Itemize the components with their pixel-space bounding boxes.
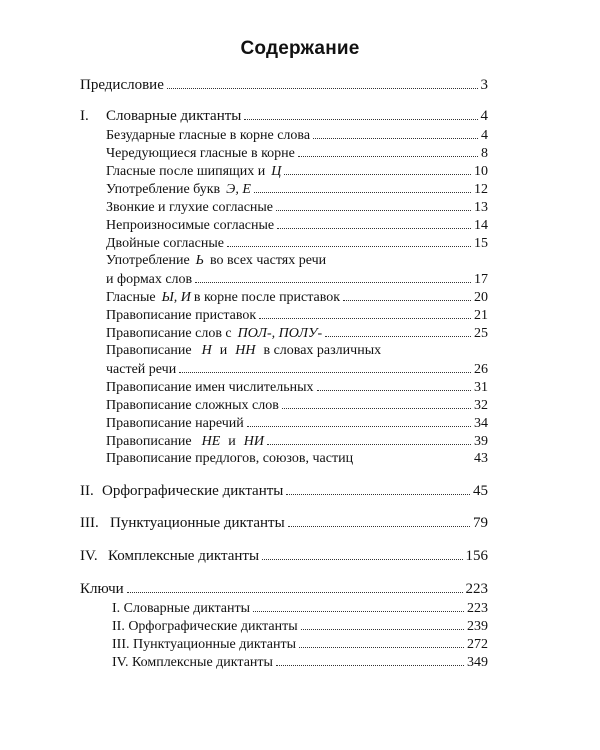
toc-keys[interactable]: [80, 580, 488, 598]
toc-entry[interactable]: [106, 378, 488, 396]
toc-entry[interactable]: [106, 198, 488, 216]
label-text: Употребление: [106, 253, 190, 268]
dot-leader: [127, 580, 463, 593]
label-text: в словах различных: [263, 343, 382, 358]
entry-label: частей речи: [106, 362, 177, 377]
entry-label: II. Орфографические диктанты: [112, 619, 298, 634]
dot-leader: [195, 270, 471, 283]
toc-section-2[interactable]: [80, 482, 488, 500]
entry-label: Правописание имен числительных: [106, 380, 314, 395]
dot-leader: [284, 162, 471, 175]
toc-entry-line1: [106, 342, 488, 359]
label-text: Правописание: [106, 343, 192, 358]
toc-keys-entry[interactable]: [112, 617, 488, 635]
label-text: Употребление букв: [106, 182, 221, 197]
toc-section-1[interactable]: [80, 107, 488, 125]
toc-entry-line1: [106, 252, 488, 269]
label-text: Гласные после шипящих и: [106, 164, 266, 179]
toc-entry[interactable]: [106, 288, 488, 306]
dot-leader: [282, 396, 471, 409]
entry-label: [106, 433, 264, 450]
section-number: III.: [80, 515, 99, 531]
entry-label: и формах слов: [106, 272, 193, 287]
label-italic: НИ: [243, 434, 265, 449]
entry-page: 31: [474, 380, 488, 395]
entry-label: Правописание наречий: [106, 416, 244, 431]
dot-leader: [244, 107, 477, 120]
dot-leader: [343, 288, 471, 301]
dot-leader: [262, 547, 462, 560]
dot-leader: [317, 378, 471, 391]
entry-page: 272: [467, 637, 488, 652]
entry-page: 21: [474, 308, 488, 323]
label-text: Правописание слов с: [106, 326, 232, 341]
dot-leader: [313, 126, 478, 139]
section-number: IV.: [80, 548, 98, 564]
dot-leader: [325, 324, 471, 337]
entry-page: 25: [474, 326, 488, 341]
toc-entry[interactable]: [106, 162, 488, 180]
toc-section-3[interactable]: [80, 514, 488, 532]
entry-label: [106, 181, 251, 198]
toc-entry[interactable]: [106, 306, 488, 324]
dot-leader: [227, 234, 471, 247]
toc-entry[interactable]: [106, 234, 488, 252]
entry-page: 4: [481, 128, 488, 143]
toc-entry[interactable]: [106, 126, 488, 144]
entry-page: 4: [480, 108, 488, 124]
dot-leader: [276, 198, 471, 211]
entry-page: 223: [465, 581, 488, 597]
dot-leader: [301, 617, 464, 630]
dot-leader: [288, 514, 470, 527]
dot-leader: [298, 144, 478, 157]
dot-leader: [254, 180, 471, 193]
entry-page: 39: [474, 434, 488, 449]
label-text: и: [219, 343, 228, 358]
toc-entry[interactable]: [106, 432, 488, 450]
label-text: и: [228, 434, 236, 449]
entry-label: Предисловие: [80, 77, 164, 93]
entry-label: Правописание предлогов, союзов, частиц: [106, 451, 354, 466]
entry-page: 223: [467, 601, 488, 616]
label-text: Правописание: [106, 434, 192, 449]
entry-label: Словарные диктанты: [106, 108, 242, 124]
entry-page: 3: [480, 77, 488, 93]
toc-entry[interactable]: [106, 270, 488, 288]
label-text: во всех частях речи: [209, 253, 327, 268]
entry-label: Двойные согласные: [106, 236, 224, 251]
toc-entry[interactable]: [106, 180, 488, 198]
entry-label: III. Пунктуационные диктанты: [112, 637, 297, 652]
entry-label: Ключи: [80, 581, 124, 597]
toc-entry[interactable]: [106, 414, 488, 432]
dot-leader: [259, 306, 471, 319]
entry-label: [106, 325, 322, 342]
dot-leader: [167, 76, 478, 89]
toc-keys-entry[interactable]: [112, 599, 488, 617]
dot-leader: [277, 216, 471, 229]
entry-label: Чередующиеся гласные в корне: [106, 146, 295, 161]
entry-page: 34: [474, 416, 488, 431]
label-italic: Э, Е: [226, 182, 251, 197]
entry-label: Правописание сложных слов: [106, 398, 279, 413]
entry-page: 26: [474, 362, 488, 377]
label-italic: Ц: [271, 164, 282, 179]
dot-leader: [247, 414, 471, 427]
toc-entry[interactable]: [106, 360, 488, 378]
toc-entry[interactable]: [106, 216, 488, 234]
entry-page: 43: [474, 451, 488, 466]
entry-label: I. Словарные диктанты: [112, 601, 250, 616]
entry-label: Правописание приставок: [106, 308, 257, 323]
entry-page: 12: [474, 182, 488, 197]
entry-page: 13: [474, 200, 488, 215]
entry-label: [106, 342, 381, 359]
entry-label: [106, 163, 281, 180]
label-italic: НЕ: [201, 434, 221, 449]
entry-page: 79: [473, 515, 488, 531]
label-italic: ПОЛ-, ПОЛУ-: [237, 326, 323, 341]
dot-leader: [286, 482, 470, 495]
entry-page: 239: [467, 619, 488, 634]
dot-leader: [299, 635, 464, 648]
entry-label: Пунктуационные диктанты: [110, 515, 285, 531]
entry-label: Звонкие и глухие согласные: [106, 200, 274, 215]
entry-page: 17: [474, 272, 488, 287]
entry-label: Безударные гласные в корне слова: [106, 128, 311, 143]
entry-label: Непроизносимые согласные: [106, 218, 275, 233]
label-italic: Н: [201, 343, 212, 358]
toc-keys-entry[interactable]: [112, 635, 488, 653]
dot-leader: [253, 599, 464, 612]
toc-entry[interactable]: [106, 144, 488, 162]
entry-page: 10: [474, 164, 488, 179]
entry-page: 349: [467, 655, 488, 670]
toc-entry[interactable]: [106, 396, 488, 414]
dot-leader: [179, 360, 471, 373]
entry-label: Комплексные диктанты: [108, 548, 260, 564]
toc-entry[interactable]: [106, 324, 488, 342]
label-italic: Ы, И: [161, 290, 191, 305]
dot-leader: [267, 432, 471, 445]
section-number: II.: [80, 483, 94, 499]
entry-label: Орфографические диктанты: [102, 483, 284, 499]
toc-entry-preface[interactable]: [80, 76, 488, 94]
entry-page: 32: [474, 398, 488, 413]
entry-page: 156: [465, 548, 488, 564]
toc-entry[interactable]: [106, 450, 488, 467]
label-text: в корне после приставок: [193, 290, 341, 305]
entry-label: IV. Комплексные диктанты: [112, 655, 273, 670]
entry-label: [106, 289, 340, 306]
toc-keys-entry[interactable]: [112, 653, 488, 671]
entry-page: 14: [474, 218, 488, 233]
dot-leader: [276, 653, 464, 666]
entry-page: 45: [473, 483, 488, 499]
toc-section-4[interactable]: [80, 547, 488, 565]
section-number: I.: [80, 108, 89, 124]
label-text: Гласные: [106, 290, 156, 305]
entry-page: 20: [474, 290, 488, 305]
label-italic: Ь: [195, 253, 204, 268]
label-italic: НН: [235, 343, 256, 358]
page-title: Содержание: [240, 38, 360, 59]
entry-page: 15: [474, 236, 488, 251]
entry-label: [106, 252, 326, 269]
entry-page: 8: [481, 146, 488, 161]
